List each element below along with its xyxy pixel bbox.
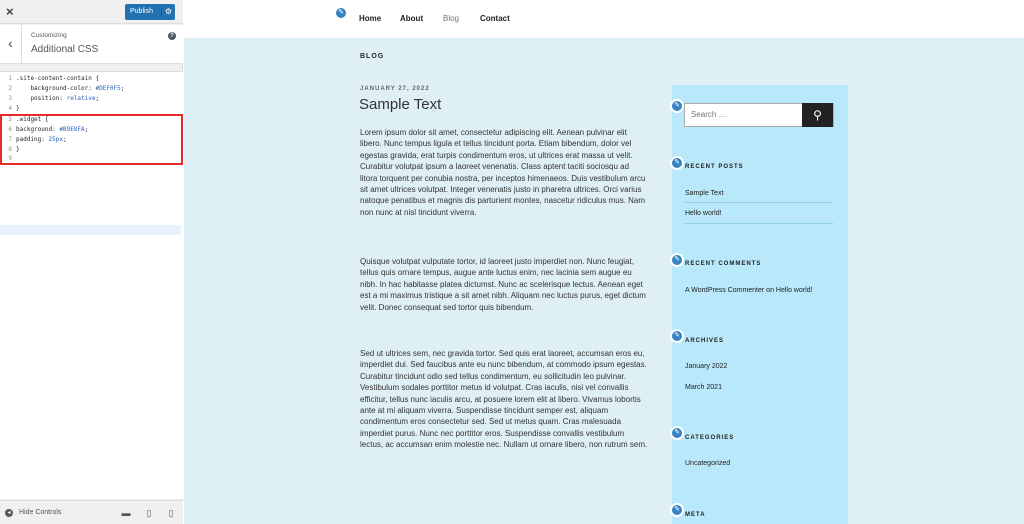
recent-posts-title: RECENT POSTS — [685, 164, 744, 170]
edit-recent-posts-pencil-icon[interactable]: ✎ — [670, 156, 684, 170]
code-line-1[interactable] — [0, 74, 99, 84]
help-icon[interactable]: ? — [168, 32, 176, 40]
customizing-label: Customizing — [31, 32, 67, 39]
mobile-preview-icon[interactable]: ▯ — [168, 508, 174, 518]
code-tail: ; — [62, 136, 67, 143]
code-text: } — [16, 105, 20, 112]
active-line-highlight — [0, 225, 181, 235]
nav-contact[interactable]: Contact — [480, 14, 510, 23]
recent-comments-title: RECENT COMMENTS — [685, 261, 762, 267]
line-number: 7 — [8, 136, 12, 143]
search-input[interactable] — [691, 104, 799, 126]
code-line-2[interactable] — [0, 84, 124, 94]
post-paragraph-1: Lorem ipsum dolor sit amet, consectetur adipiscing elit. Aenean pulvinar elit libero. Nunc tempus ligula et tellus tincidunt porta. Etiam bibendum, dolor vel egestas gravida, erat turpis condimentum eros, ut ultrices erat massa ut velit. Curabitur volutpat ipsum a laoreet venenatis. Class aptent taciti sociosqu ad litora torquent per conubia nostra, per inceptos himenaeos. Duis vestibulum arcu sit amet ultrices volutpat. Integer venenatis justo in pharetra ultrices. Orci varius natoque penatibus et magnis dis parturient montes, nascetur ridiculus mus. Nam non nunc at nisl tincidunt viverra. — [360, 128, 646, 217]
close-icon[interactable]: × — [6, 4, 14, 19]
code-value: #DEF0F5 — [95, 85, 121, 92]
code-text: background: — [16, 126, 60, 133]
recent-post-link[interactable]: Hello world! — [685, 210, 722, 217]
hide-controls-button[interactable]: Hide Controls — [19, 509, 62, 516]
line-number: 8 — [8, 146, 12, 153]
code-tail: ; — [95, 95, 100, 102]
archives-title: ARCHIVES — [685, 338, 725, 344]
publish-divider — [161, 7, 162, 17]
publish-label: Publish — [130, 8, 153, 15]
publish-button[interactable] — [125, 4, 175, 20]
divider — [685, 223, 833, 224]
code-text: .site-content-contain { — [16, 75, 100, 82]
edit-menu-pencil-icon[interactable]: ✎ — [334, 6, 348, 20]
line-number: 3 — [8, 95, 12, 102]
line-number: 9 — [8, 155, 12, 162]
post-paragraph-3: Sed ut ultrices sem, nec gravida tortor. Sed quis erat laoreet, accumsan eros eu, imperdiet dui. Sed faucibus ante eu nunc bibendum, at commodo ipsum egestas. Curabitur tincidunt odio sed tellus condimentum, eu sollicitudin leo pulvinar. Vestibulum sodales porttitor metus id volutpat. Cras iaculis, nisi vel convallis efficitur, tellus nunc iaculis arcu, at posuere lorem elit at libero. Vivamus lobortis ante at mi aliquam viverra. Suspendisse tincidunt semper est, aliquam condimentum eros consectetur sed. Sed ut metus quam. Cras malesuada imperdiet purus. Nunc nec porttitor eros. Suspendisse convallis vestibulum lectus, ac accumsan enim molestie nec. Nullam ut ornare libero, non rutrum sem. — [360, 349, 648, 450]
search-icon: ⚲ — [813, 108, 822, 122]
desktop-preview-icon[interactable]: ▬ — [121, 508, 131, 518]
post-date[interactable]: JANUARY 27, 2022 — [360, 86, 430, 92]
recent-post-link[interactable]: Sample Text — [685, 190, 724, 197]
archive-link[interactable]: March 2021 — [685, 384, 722, 391]
post-title[interactable]: Sample Text — [359, 96, 442, 113]
gear-icon[interactable]: ⚙ — [164, 7, 172, 16]
hide-controls-icon[interactable]: ◂ — [5, 509, 13, 517]
section-title: Additional CSS — [31, 44, 99, 55]
categories-title: CATEGORIES — [685, 435, 735, 441]
code-text: } — [16, 146, 20, 153]
search-button[interactable] — [802, 103, 833, 127]
recent-comment-link[interactable]: A WordPress Commenter on Hello world! — [685, 287, 813, 294]
post-paragraph-2: Quisque volutpat vulputate tortor, id laoreet justo imperdiet non. Nunc feugiat, tellus quis ornare tempus, augue ante luctus enim, nec lacinia sem augue eu nibh. In hac habitasse platea dictumst. Nunc ac scelerisque lectus. Aenean eget est a mi maximus tristique a sit amet nibh. Aliquam nec luctus purus, eget dictum velit. Donec consequat sed tortor quis bibendum. — [360, 257, 646, 312]
code-value: relative — [66, 95, 96, 102]
customizer-header — [0, 0, 183, 24]
nav-blog[interactable]: Blog — [443, 14, 460, 23]
nav-about[interactable]: About — [400, 14, 424, 23]
site-preview — [184, 0, 1024, 524]
page-heading: BLOG — [360, 53, 385, 60]
search-widget — [684, 103, 834, 127]
line-number: 2 — [8, 85, 12, 92]
line-number: 6 — [8, 126, 12, 133]
customizer-footer — [0, 500, 183, 524]
customizer-panel — [0, 0, 183, 524]
edit-meta-pencil-icon[interactable]: ✎ — [670, 503, 684, 517]
code-tail: ; — [84, 126, 89, 133]
code-value: 25px — [48, 136, 63, 143]
code-tail: ; — [120, 85, 125, 92]
code-text: background-color: — [16, 85, 96, 92]
archive-link[interactable]: January 2022 — [685, 363, 728, 370]
code-value: #B9E8FA — [59, 126, 85, 133]
annotation-highlight-box — [0, 114, 183, 165]
line-number: 5 — [8, 116, 12, 123]
code-text: .widget { — [16, 116, 49, 123]
tablet-preview-icon[interactable]: ▯ — [146, 508, 152, 518]
back-button[interactable]: ‹ — [0, 25, 22, 64]
code-line-3[interactable] — [0, 94, 99, 104]
code-text: padding: — [16, 136, 49, 143]
edit-archives-pencil-icon[interactable]: ✎ — [670, 329, 684, 343]
edit-categories-pencil-icon[interactable]: ✎ — [670, 426, 684, 440]
nav-home[interactable]: Home — [359, 14, 382, 23]
widget-sidebar — [672, 85, 848, 524]
line-number: 1 — [8, 75, 12, 82]
category-link[interactable]: Uncategorized — [685, 460, 731, 467]
section-header — [0, 25, 183, 64]
line-number: 4 — [8, 105, 12, 112]
code-line-4[interactable] — [0, 104, 20, 114]
site-navigation — [184, 0, 1024, 38]
code-text: position: — [16, 95, 67, 102]
meta-title: META — [685, 512, 706, 518]
edit-recent-comments-pencil-icon[interactable]: ✎ — [670, 253, 684, 267]
edit-search-widget-pencil-icon[interactable]: ✎ — [670, 99, 684, 113]
divider — [685, 202, 833, 203]
